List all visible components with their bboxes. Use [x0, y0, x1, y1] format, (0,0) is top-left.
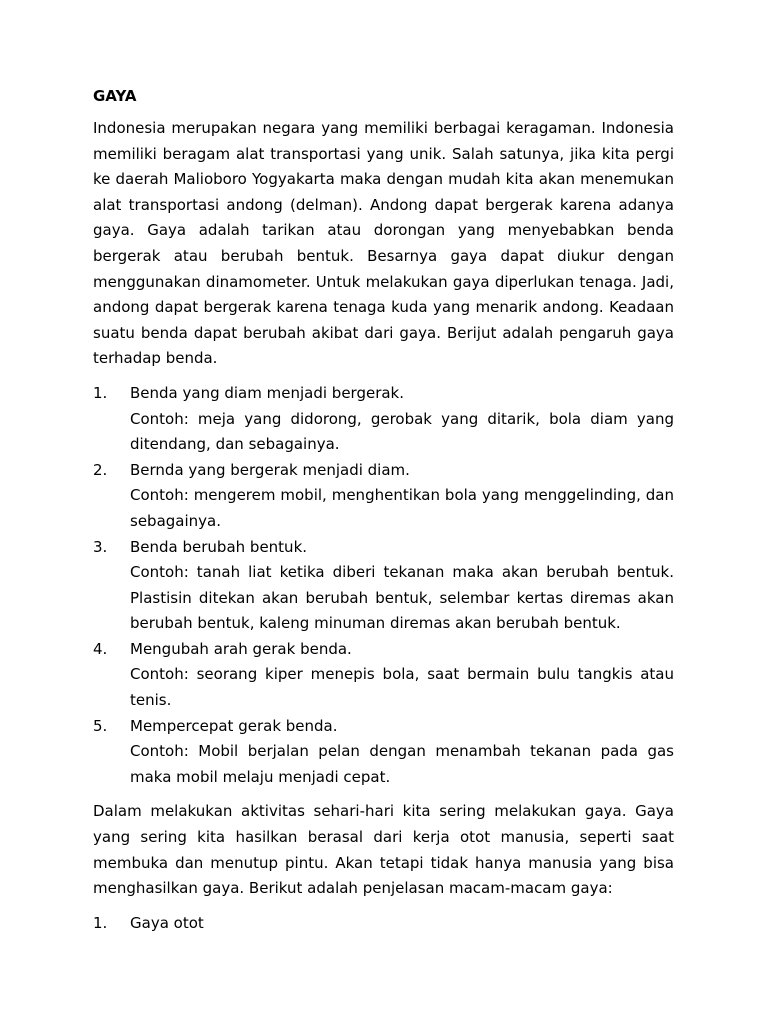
list-number: 1. [93, 913, 108, 932]
list-item [93, 911, 674, 937]
list-item-example: Contoh: meja yang didorong, gerobak yang ditarik, bola diam yang ditendang, dan sebagainya. [130, 409, 674, 454]
list-item-title: Mempercepat gerak benda. [130, 716, 338, 735]
types-list [93, 911, 674, 937]
list-item-title: Gaya otot [130, 913, 204, 932]
second-paragraph: Dalam melakukan aktivitas sehari-hari kita sering melakukan gaya. Gaya yang sering kita hasilkan berasal dari kerja otot manusia, seperti saat membuka dan menutup pintu. Akan tetapi tidak hanya manusia yang bisa menghasilkan gaya. Berikut adalah penjelasan macam-macam gaya: [93, 802, 674, 898]
effects-list [93, 381, 674, 791]
list-item-title: Bernda yang bergerak menjadi diam. [130, 460, 410, 479]
list-item-example: Contoh: tanah liat ketika diberi tekanan maka akan berubah bentuk. Plastisin ditekan akan berubah bentuk, selembar kertas diremas akan berubah bentuk, kaleng minuman diremas akan berubah bentuk. [130, 563, 674, 633]
list-item-example: Contoh: Mobil berjalan pelan dengan menambah tekanan pada gas maka mobil melaju menjadi cepat. [130, 742, 674, 786]
intro-paragraph: Indonesia merupakan negara yang memiliki berbagai keragaman. Indonesia memiliki beragam alat transportasi yang unik. Salah satunya, jika kita pergi ke daerah Malioboro Yogyakarta maka dengan mudah kita akan menemukan alat transportasi andong (delman). Andong dapat bergerak karena adanya gaya. Gaya adalah tarikan atau dorongan yang menyebabkan benda bergerak atau berubah bentuk. Besarnya gaya dapat diukur dengan menggunakan dinamometer. Untuk melakukan gaya diperlukan tenaga. Jadi, andong dapat bergerak karena tenaga kuda yang menarik andong. Keadaan suatu benda dapat berubah akibat dari gaya. Berijut adalah pengaruh gaya terhadap benda. [93, 119, 674, 368]
list-item [93, 637, 674, 714]
document-page [93, 86, 674, 945]
list-item-title: Mengubah arah gerak benda. [130, 639, 352, 658]
list-item-example: Contoh: mengerem mobil, menghentikan bola yang menggelinding, dan sebagainya. [130, 486, 674, 530]
list-item [93, 535, 674, 637]
list-item-title: Benda yang diam menjadi bergerak. [130, 383, 405, 402]
document-title: GAYA [93, 87, 137, 105]
list-item-title: Benda berubah bentuk. [130, 537, 308, 556]
list-number: 1. [93, 383, 108, 402]
list-number: 3. [93, 537, 108, 556]
list-item [93, 714, 674, 791]
list-item [93, 381, 674, 458]
list-number: 4. [93, 639, 108, 658]
list-item [93, 458, 674, 535]
list-item-example: Contoh: seorang kiper menepis bola, saat bermain bulu tangkis atau tenis. [130, 665, 674, 710]
list-number: 2. [93, 460, 108, 479]
list-number: 5. [93, 716, 108, 735]
